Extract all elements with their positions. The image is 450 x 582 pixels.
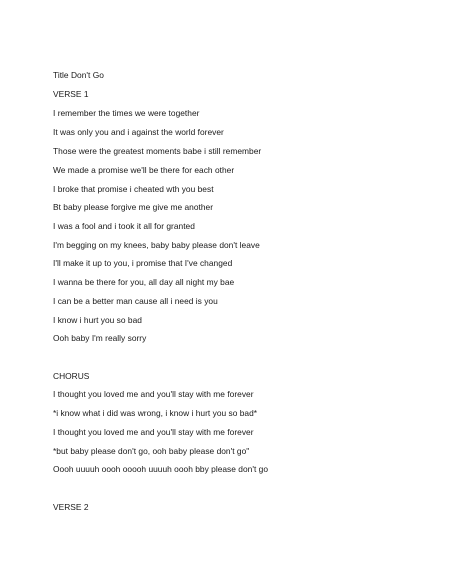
- verse-1-line: I'm begging on my knees, baby baby please don't leave: [53, 240, 260, 250]
- verse-1-line: I remember the times we were together: [53, 108, 200, 118]
- verse-1-heading: VERSE 1: [53, 89, 89, 99]
- verse-1-line: It was only you and i against the world forever: [53, 127, 224, 137]
- verse-1-line: I can be a better man cause all i need is you: [53, 296, 218, 306]
- verse-1-line: Bt baby please forgive me give me another: [53, 202, 214, 212]
- verse-1-line: I was a fool and i took it all for granted: [53, 221, 195, 231]
- verse-1-line: I'll make it up to you, i promise that I've changed: [53, 258, 233, 268]
- verse-2-heading: VERSE 2: [53, 502, 89, 512]
- chorus-line: *i know what i did was wrong, i know i hurt you so bad*: [53, 408, 258, 418]
- chorus-line: *but baby please don't go, ooh baby please don't go": [53, 446, 250, 456]
- chorus-line: I thought you loved me and you'll stay with me forever: [53, 427, 254, 437]
- verse-1-line: I broke that promise i cheated wth you best: [53, 184, 214, 194]
- document-title: Title Don't Go: [53, 70, 104, 80]
- chorus-heading: CHORUS: [53, 371, 90, 381]
- verse-1-line: I wanna be there for you, all day all night my bae: [53, 277, 235, 287]
- chorus-line: Oooh uuuuh oooh ooooh uuuuh oooh bby please don't go: [53, 464, 268, 474]
- verse-1-line: Those were the greatest moments babe i still remember: [53, 146, 262, 156]
- verse-1-line: I know i hurt you so bad: [53, 315, 142, 325]
- verse-1-line: Ooh baby I'm really sorry: [53, 333, 147, 343]
- chorus-line: I thought you loved me and you'll stay with me forever: [53, 389, 254, 399]
- verse-1-line: We made a promise we'll be there for each other: [53, 165, 235, 175]
